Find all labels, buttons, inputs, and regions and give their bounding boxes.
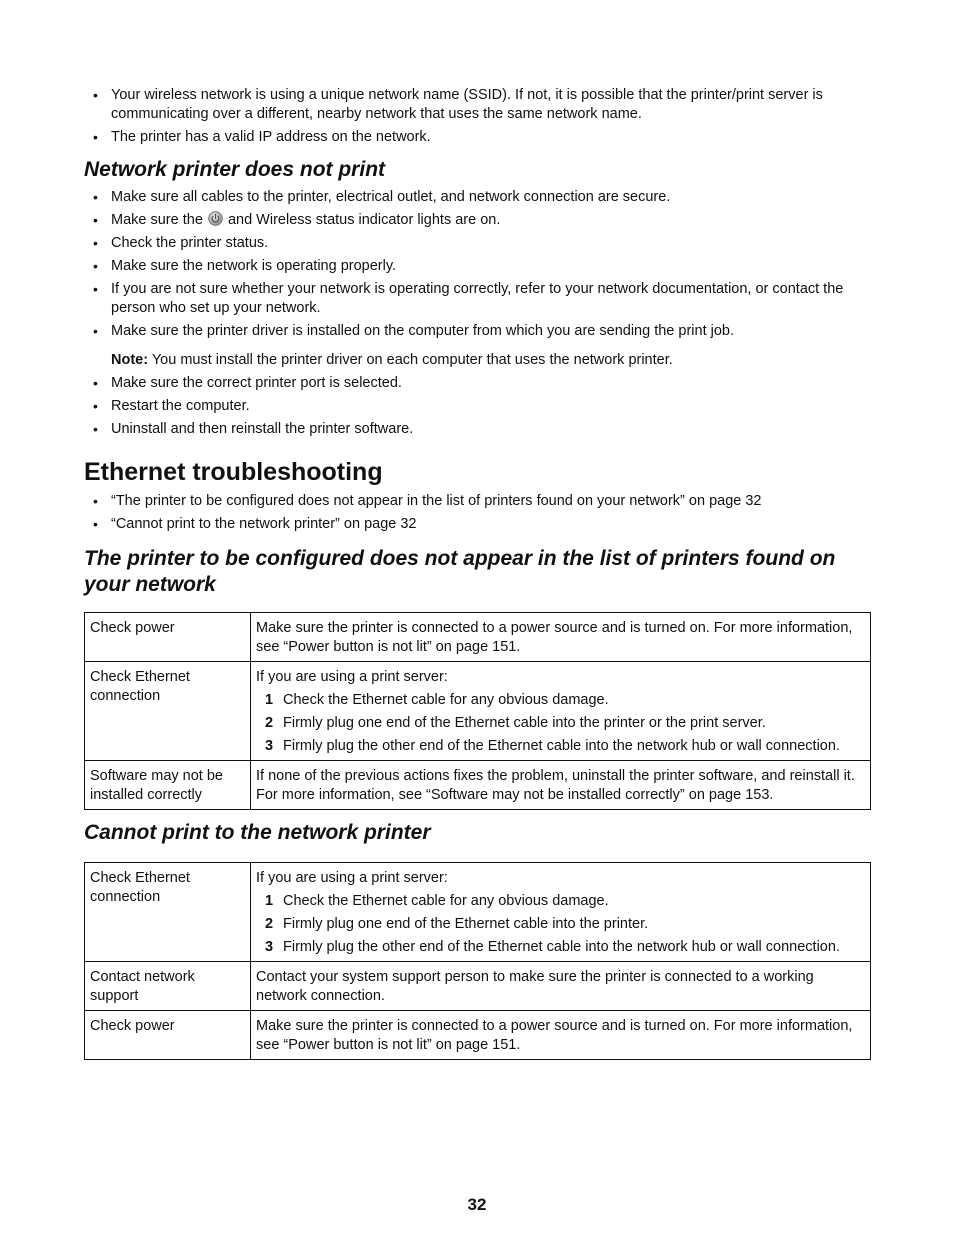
network-print-bullet-list-2 — [93, 374, 873, 443]
list-item: • The printer has a valid IP address on the network. — [93, 128, 873, 147]
table-row — [85, 613, 871, 662]
row-solution: Make sure the printer is connected to a power source and is turned on. For more information, see “Power button is not lit” on page 151. — [251, 1011, 871, 1060]
cross-reference-link[interactable]: • “Cannot print to the network printer” on page 32 — [93, 515, 873, 534]
solution-intro: If you are using a print server: — [256, 669, 448, 685]
list-item: • Make sure all cables to the printer, electrical outlet, and network connection are secure. — [93, 188, 873, 207]
row-label: Check Ethernet connection — [85, 863, 251, 962]
step-item — [256, 714, 865, 733]
power-bullet-after: and Wireless status indicator lights are on. — [227, 212, 501, 228]
step-number: 2 — [265, 715, 274, 731]
page-number: 32 — [467, 1195, 487, 1214]
list-item: • Restart the computer. — [93, 397, 873, 416]
step-number: 3 — [265, 939, 274, 955]
network-print-bullet-list — [93, 188, 873, 345]
step-number: 3 — [265, 738, 274, 754]
row-solution — [251, 863, 871, 962]
step-item — [256, 938, 865, 957]
table-row — [85, 962, 871, 1011]
row-solution: If none of the previous actions fixes the problem, uninstall the printer software, and reinstall it. For more information, see “Software may not be installed correctly” on page 153. — [251, 761, 871, 810]
row-label: Check Ethernet connection — [85, 662, 251, 761]
row-label: Contact network support — [85, 962, 251, 1011]
row-solution: Make sure the printer is connected to a power source and is turned on. For more information, see “Power button is not lit” on page 151. — [251, 613, 871, 662]
table-row — [85, 1011, 871, 1060]
section-heading-not-listed: The printer to be configured does not appear in the list of printers found on your network — [84, 547, 836, 596]
list-item: • Check the printer status. — [93, 234, 873, 253]
row-label: Check power — [85, 613, 251, 662]
step-text: Firmly plug the other end of the Ethernet cable into the network hub or wall connection. — [283, 738, 840, 754]
step-number: 2 — [265, 916, 274, 932]
list-item: • Uninstall and then reinstall the printer software. — [93, 420, 873, 439]
row-label: Check power — [85, 1011, 251, 1060]
step-text: Check the Ethernet cable for any obvious damage. — [283, 893, 609, 909]
troubleshooting-table-not-listed — [84, 612, 871, 810]
ethernet-link-list — [93, 492, 873, 538]
step-item — [256, 892, 865, 911]
step-item — [256, 691, 865, 710]
step-number: 1 — [265, 893, 274, 909]
step-text: Firmly plug one end of the Ethernet cable into the printer or the print server. — [283, 715, 766, 731]
step-text: Check the Ethernet cable for any obvious damage. — [283, 692, 609, 708]
table-row — [85, 761, 871, 810]
note-text: You must install the printer driver on each computer that uses the network printer. — [151, 352, 673, 368]
troubleshooting-table-cannot-print — [84, 862, 871, 1060]
step-item — [256, 737, 865, 756]
step-list — [256, 892, 865, 957]
step-item — [256, 915, 865, 934]
cross-reference-link[interactable]: • “The printer to be configured does not appear in the list of printers found on your network” on page 32 — [93, 492, 873, 511]
solution-intro: If you are using a print server: — [256, 870, 448, 886]
table-row — [85, 662, 871, 761]
table-row — [85, 863, 871, 962]
row-label: Software may not be installed correctly — [85, 761, 251, 810]
list-item: • Make sure the network is operating properly. — [93, 257, 873, 276]
step-list — [256, 691, 865, 756]
step-text: Firmly plug the other end of the Ethernet cable into the network hub or wall connection. — [283, 939, 840, 955]
row-solution: Contact your system support person to make sure the printer is connected to a working network connection. — [251, 962, 871, 1011]
note-label: Note: — [111, 352, 149, 368]
section-heading-network-printer: Network printer does not print — [84, 158, 386, 181]
section-heading-ethernet: Ethernet troubleshooting — [84, 458, 383, 486]
row-solution — [251, 662, 871, 761]
power-bullet-before: Make sure the — [111, 212, 203, 228]
step-number: 1 — [265, 692, 274, 708]
list-item: • Your wireless network is using a unique network name (SSID). If not, it is possible that the printer/print server is communicating over a different, nearby network that uses the same network name. — [93, 86, 873, 124]
step-text: Firmly plug one end of the Ethernet cable into the printer. — [283, 916, 649, 932]
top-bullet-list — [93, 86, 873, 151]
power-button-icon — [208, 211, 223, 226]
driver-note — [111, 351, 673, 370]
list-item: • Make sure the printer driver is installed on the computer from which you are sending the print job. — [93, 322, 873, 341]
list-item: • Make sure the correct printer port is selected. — [93, 374, 873, 393]
list-item: • If you are not sure whether your network is operating correctly, refer to your network documentation, or contact the person who set up your network. — [93, 280, 873, 318]
list-item-power — [93, 211, 873, 230]
section-heading-cannot-print: Cannot print to the network printer — [84, 821, 431, 844]
